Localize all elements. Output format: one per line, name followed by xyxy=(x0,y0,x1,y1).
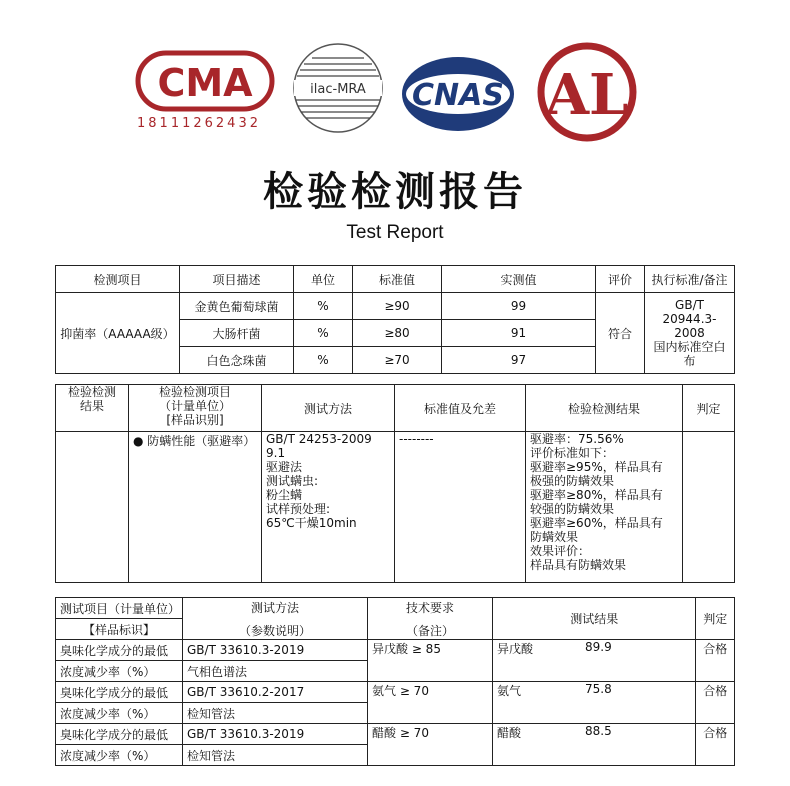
table-header-row xyxy=(56,385,735,432)
header-req-1: 技术要求 xyxy=(405,600,454,615)
header-test-item: 检验检测项目 （计量单位） [样品识别] xyxy=(129,385,262,432)
value-cell: 91 xyxy=(442,320,596,347)
method-cell-2: 气相色谱法 xyxy=(183,661,368,682)
desc-cell: 大肠杆菌 xyxy=(180,320,294,347)
value-cell: 99 xyxy=(442,293,596,320)
item-cell-1: 臭味化学成分的最低 xyxy=(56,640,183,661)
al-text: AL xyxy=(545,62,629,128)
table-row xyxy=(56,682,735,703)
judgement-cell xyxy=(683,432,735,583)
al-logo xyxy=(532,42,642,142)
method-cell-1: GB/T 33610.3-2019 xyxy=(183,724,368,745)
blank-cell xyxy=(56,432,129,583)
header-item-2: 【样品标识】 xyxy=(56,619,183,640)
unit-cell: % xyxy=(294,293,353,320)
cma-logo xyxy=(135,50,275,145)
requirement-cell: 异戊酸 ≥ 85 xyxy=(368,640,493,682)
report-title: 检验检测报告 xyxy=(263,169,527,215)
header-measured: 实测值 xyxy=(442,266,596,293)
result-cell: 驱避率：75.56% 评价标准如下： 驱避率≥95%，样品具有 极强的防螨效果 驱避率≥80%，样品具有 较强的防螨效果 驱避率≥60%，样品具有 防螨效果 效果评价： 样品具有防螨效果 xyxy=(526,432,683,583)
method-cell-2: 检知管法 xyxy=(183,745,368,766)
table-row xyxy=(56,724,735,745)
table-row xyxy=(56,432,735,583)
header-result-label: 检验检测 结果 xyxy=(56,385,129,432)
item-cell-2: 浓度减少率（%） xyxy=(56,703,183,724)
al-mark-icon xyxy=(532,42,642,142)
header-method xyxy=(183,598,368,640)
standard-note-cell: GB/T 20944.3-2008 国内标准空白布 xyxy=(645,293,735,374)
requirement-cell: 氨气 ≥ 70 xyxy=(368,682,493,724)
cnas-logo xyxy=(398,54,518,134)
method-cell-1: GB/T 33610.3-2019 xyxy=(183,640,368,661)
header-method-2: （参数说明） xyxy=(238,623,311,638)
ilac-mra-icon xyxy=(292,42,384,134)
requirement-cell: 醋酸 ≥ 70 xyxy=(368,724,493,766)
result-name-cell: 异戊酸 xyxy=(493,640,582,682)
value-cell: 97 xyxy=(442,347,596,374)
std-cell: ≥80 xyxy=(353,320,442,347)
cma-mark-icon xyxy=(135,50,275,112)
ilac-mra-text: ilac-MRA xyxy=(310,82,366,97)
item-cell: 抑菌率（AAAAA级） xyxy=(56,293,180,374)
evaluation-cell: 符合 xyxy=(596,293,645,374)
header-standard: 标准值及允差 xyxy=(395,385,526,432)
item-cell: ● 防螨性能（驱避率） xyxy=(129,432,262,583)
odor-reduction-table xyxy=(55,597,735,766)
item-cell-2: 浓度减少率（%） xyxy=(56,661,183,682)
report-subtitle: Test Report xyxy=(346,222,444,243)
result-value-cell: 89.9 xyxy=(581,640,696,682)
header-item-1: 测试项目（计量单位） xyxy=(56,598,183,619)
anti-mite-table xyxy=(55,384,735,583)
std-cell: ≥70 xyxy=(353,347,442,374)
table-row xyxy=(56,293,735,320)
header-description: 项目描述 xyxy=(180,266,294,293)
desc-cell: 白色念珠菌 xyxy=(180,347,294,374)
header-unit: 单位 xyxy=(294,266,353,293)
header-method-1: 测试方法 xyxy=(250,600,299,615)
ilac-mra-logo xyxy=(292,42,384,134)
unit-cell: % xyxy=(294,320,353,347)
method-cell-2: 检知管法 xyxy=(183,703,368,724)
cma-number: 18111262432 xyxy=(137,116,261,131)
cnas-mark-icon xyxy=(398,54,518,134)
header-requirement xyxy=(368,598,493,640)
result-name-cell: 氨气 xyxy=(493,682,582,724)
header-req-2: （备注） xyxy=(405,623,454,638)
header-standard-note: 执行标准/备注 xyxy=(645,266,735,293)
antibacterial-table xyxy=(55,265,735,374)
table-header-row xyxy=(56,266,735,293)
header-evaluation: 评价 xyxy=(596,266,645,293)
table-row xyxy=(56,640,735,661)
result-name-cell: 醋酸 xyxy=(493,724,582,766)
judgement-cell: 合格 xyxy=(696,640,735,682)
unit-cell: % xyxy=(294,347,353,374)
item-cell-2: 浓度减少率（%） xyxy=(56,745,183,766)
std-cell: ≥90 xyxy=(353,293,442,320)
std-cell: -------- xyxy=(395,432,526,583)
header-method: 测试方法 xyxy=(262,385,395,432)
table-header-row xyxy=(56,598,735,619)
method-cell-1: GB/T 33610.2-2017 xyxy=(183,682,368,703)
method-cell: GB/T 24253-2009 9.1 驱避法 测试螨虫: 粉尘螨 试样预处理: 65℃干燥10min xyxy=(262,432,395,583)
logo-bar xyxy=(0,38,790,148)
judgement-cell: 合格 xyxy=(696,682,735,724)
result-value-cell: 75.8 xyxy=(581,682,696,724)
result-value-cell: 88.5 xyxy=(581,724,696,766)
header-standard: 标准值 xyxy=(353,266,442,293)
judgement-cell: 合格 xyxy=(696,724,735,766)
header-judgement: 判定 xyxy=(683,385,735,432)
header-judgement: 判定 xyxy=(696,598,735,640)
desc-cell: 金黄色葡萄球菌 xyxy=(180,293,294,320)
header-result: 检验检测结果 xyxy=(526,385,683,432)
header-test-item: 检测项目 xyxy=(56,266,180,293)
cma-logo-text: CMA xyxy=(157,61,253,105)
item-cell-1: 臭味化学成分的最低 xyxy=(56,724,183,745)
item-cell-1: 臭味化学成分的最低 xyxy=(56,682,183,703)
cnas-text: CNAS xyxy=(412,78,504,113)
header-result: 测试结果 xyxy=(493,598,696,640)
